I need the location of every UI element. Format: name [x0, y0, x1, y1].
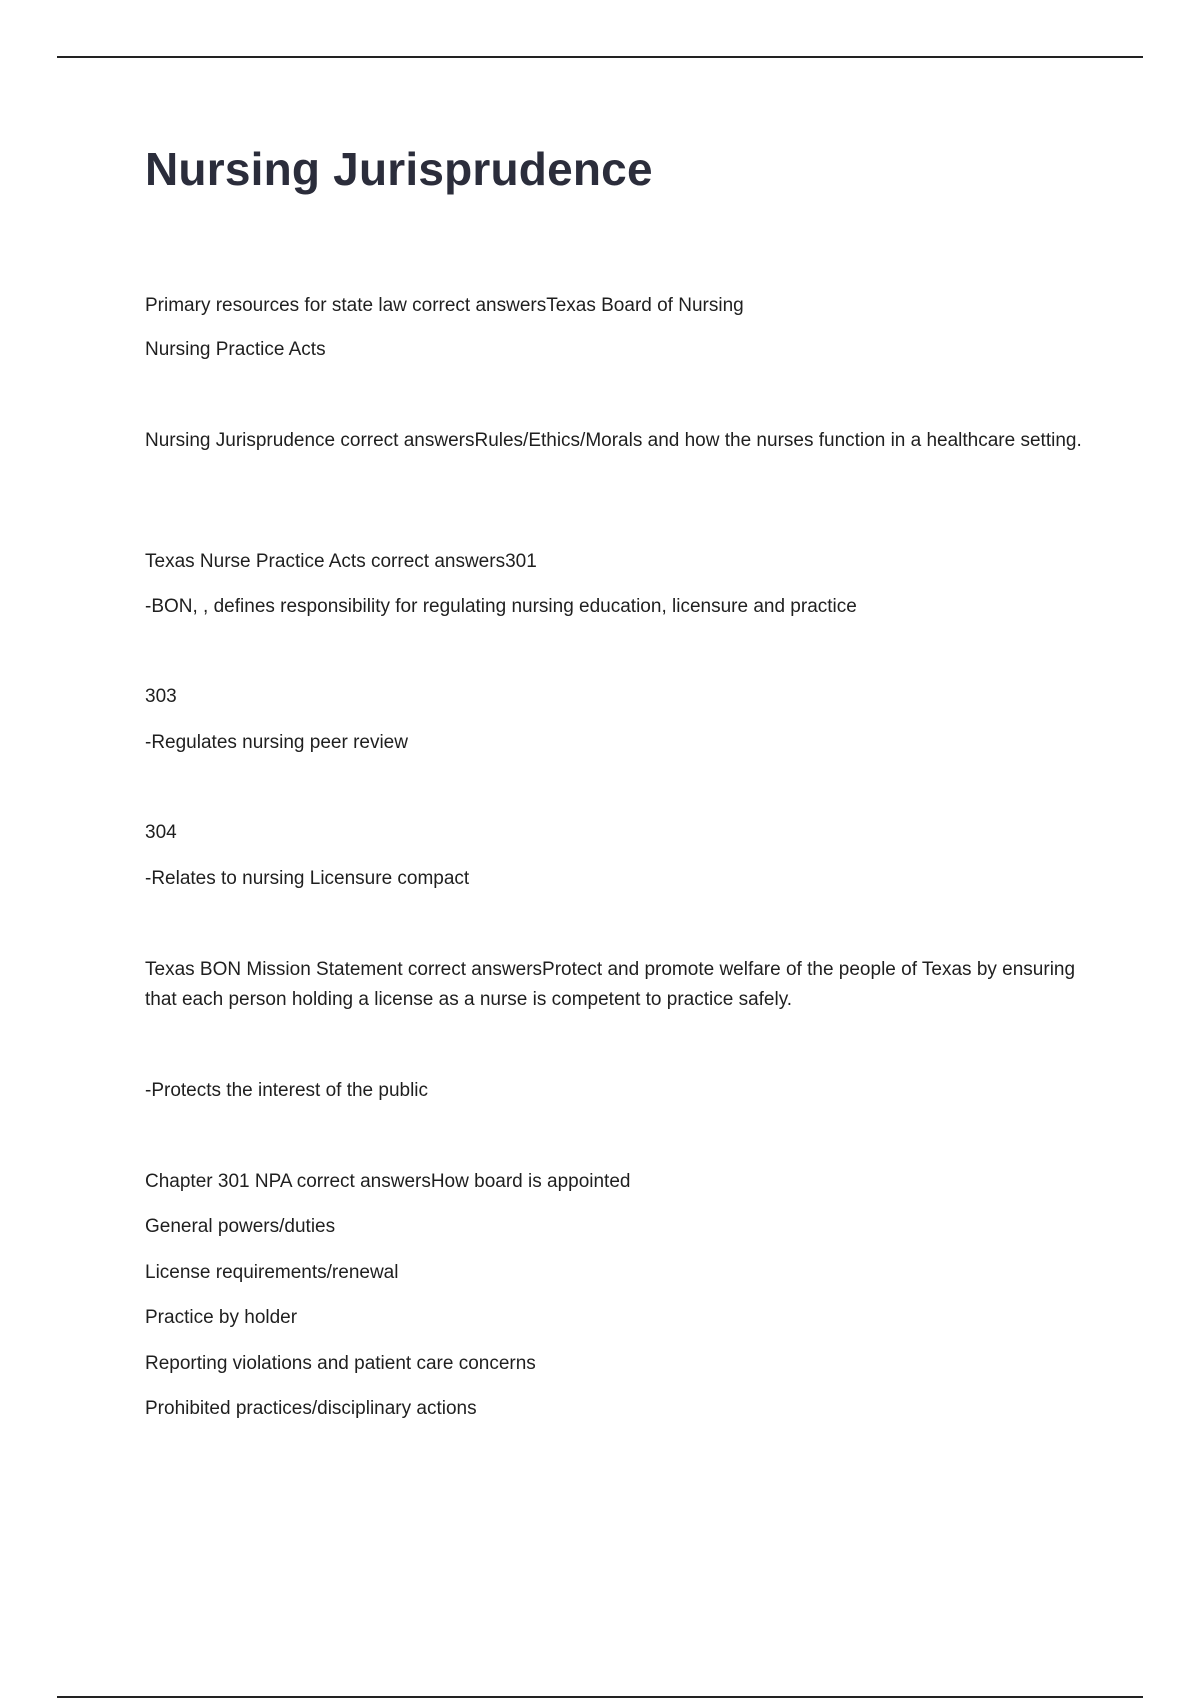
- qa-line: Texas BON Mission Statement correct answersProtect and promote welfare of the people of Texas by ensuring that each person holding a license as a nurse is competent to practice safely.: [145, 959, 1076, 1010]
- qa-line: -Protects the interest of the public: [145, 1080, 429, 1101]
- bottom-rule: [57, 1696, 1143, 1698]
- qa-line: License requirements/renewal: [145, 1262, 399, 1283]
- qa-line: Primary resources for state law correct answersTexas Board of Nursing: [145, 295, 744, 316]
- qa-line: Texas Nurse Practice Acts correct answers301: [145, 551, 537, 572]
- qa-line: Prohibited practices/disciplinary actions: [145, 1398, 477, 1419]
- top-rule: [57, 56, 1143, 58]
- qa-line: Chapter 301 NPA correct answersHow board is appointed: [145, 1171, 631, 1192]
- qa-line: Practice by holder: [145, 1307, 298, 1328]
- qa-line: Nursing Jurisprudence correct answersRules/Ethics/Morals and how the nurses function in a healthcare setting.: [145, 430, 1082, 451]
- qa-line: -BON, , defines responsibility for regulating nursing education, licensure and practice: [145, 596, 857, 617]
- qa-line: General powers/duties: [145, 1216, 336, 1237]
- qa-line: Nursing Practice Acts: [145, 339, 326, 360]
- qa-line: Reporting violations and patient care concerns: [145, 1353, 536, 1374]
- page-title: Nursing Jurisprudence: [145, 143, 653, 195]
- qa-line: 304: [145, 822, 177, 843]
- qa-line: 303: [145, 686, 177, 707]
- qa-line: -Relates to nursing Licensure compact: [145, 868, 470, 889]
- qa-line: -Regulates nursing peer review: [145, 732, 408, 753]
